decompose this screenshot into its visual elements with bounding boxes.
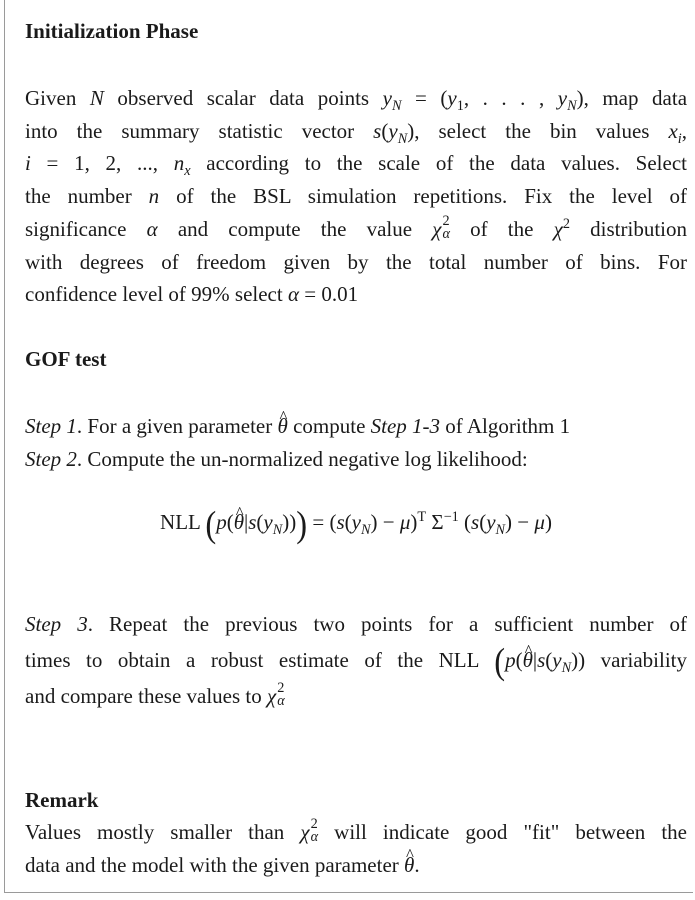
initialization-paragraph — [25, 82, 687, 311]
init-line-5: significance α and compute the value χ 2 α of the $\chi^2$ distribution — [25, 213, 688, 242]
init-line-1: Given N observed scalar data points $y_N = (y_1$, . . . , $y_N$), map data — [25, 86, 688, 115]
step-1-line: Step 1. For a given parameter ^ θ compute Step 1-3 of Algorithm 1 — [25, 410, 687, 443]
init-line-6: with degrees of freedom given by the total number of bins. For — [25, 249, 687, 274]
remark-heading: Remark — [25, 788, 99, 812]
remark-line-2: data and the model with the given parameter ^ θ. — [25, 849, 687, 882]
step-3-line-3: and compare these values to χ 2 α — [25, 680, 285, 710]
gof-heading: GOF test — [25, 347, 107, 371]
gof-steps-1-2 — [25, 410, 687, 475]
init-line-7: confidence level of 99% select α = 0.01 — [25, 282, 359, 307]
initialization-heading: Initialization Phase — [25, 19, 199, 43]
init-line-2: into the summary statistic vector $s(y_N)$, select the bin values $x_i$, — [25, 118, 687, 147]
gof-step-3 — [25, 607, 687, 714]
remark-line-1: Values mostly smaller than χ 2 α will indicate good "fit" between the — [25, 816, 687, 846]
step-3-line-1: Step 3. Repeat the previous two points for a sufficient number of — [25, 612, 688, 636]
step-2-line: Step 2. Compute the un-normalized negative log likelihood: — [25, 446, 528, 471]
remark-paragraph — [25, 816, 687, 881]
init-line-4: the number n of the BSL simulation repetitions. Fix the level of — [25, 184, 687, 209]
nll-equation: NLL (p(^ $\theta|s(y_N))) = (s(y_N) - \mu)^T$ $\Sigma^{-1}$ $(s(y_N) - \mu)$ — [25, 506, 687, 541]
init-line-3: i = 1, 2, ..., $n_x$ according to the scale of the data values. Select — [25, 151, 687, 180]
step-3-line-2: times to obtain a robust estimate of the NLL (p(^ $\theta|s(y_N)$) variability — [25, 643, 687, 679]
